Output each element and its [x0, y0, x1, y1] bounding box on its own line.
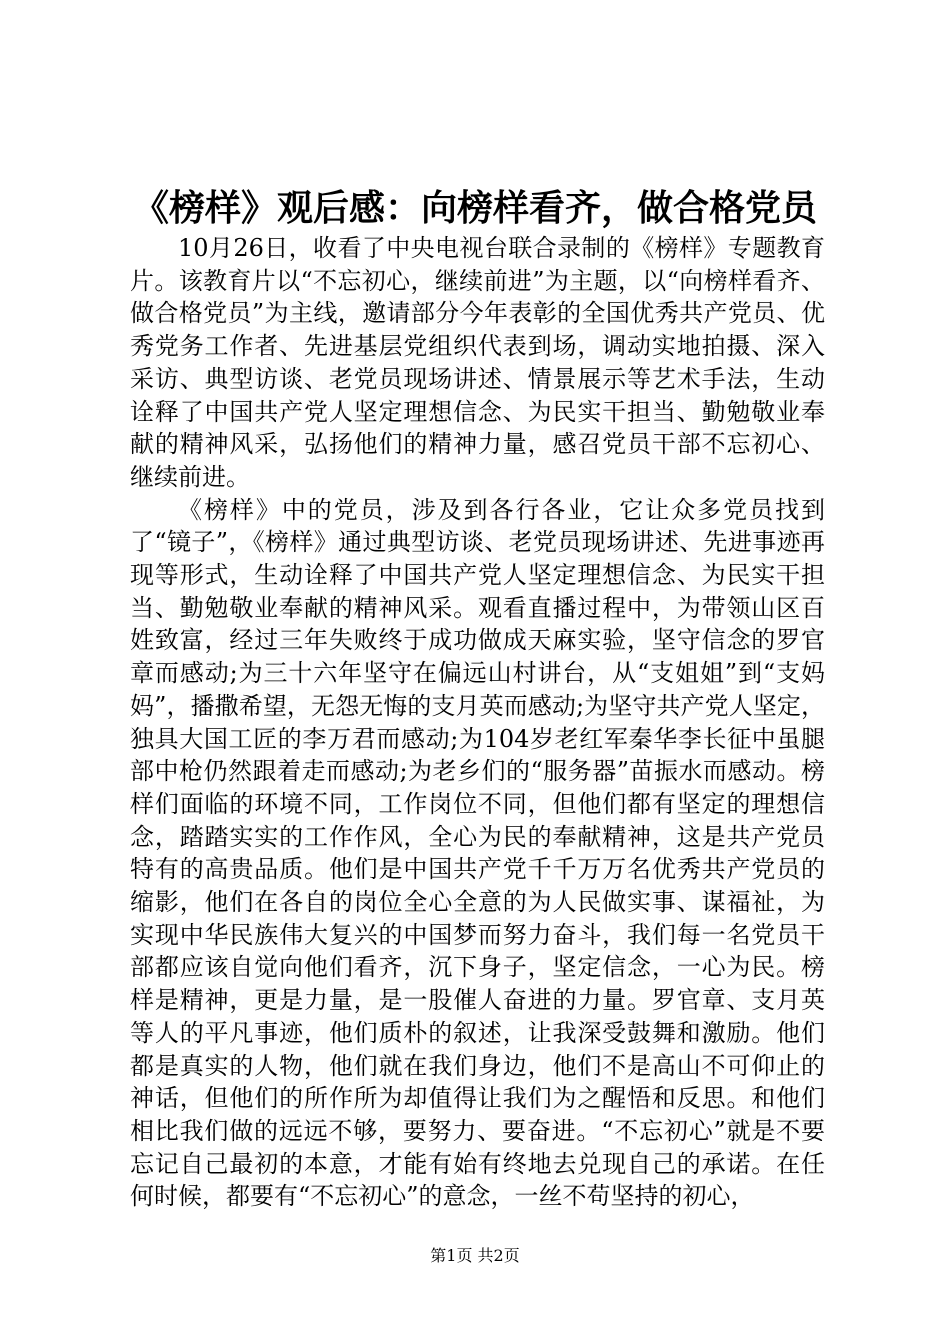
- document-title: 《榜样》观后感：向榜样看齐，做合格党员: [132, 187, 817, 229]
- paragraph-1: 10月26日，收看了中央电视台联合录制的《榜样》专题教育片。该教育片以“不忘初心，继续前进”为主题，以“向榜样看齐、做合格党员”为主线，邀请部分今年表彰的全国优秀共产党员、优秀党务工作者、先进基层党组织代表到场，调动实地拍摄、深入采访、典型访谈、老党员现场讲述、情景展示等艺术手法，生动诠释了中国共产党人坚定理想信念、为民实干担当、勤勉敬业奉献的精神风采，弘扬他们的精神力量，感召党员干部不忘初心、继续前进。: [130, 234, 825, 491]
- page-number-footer: 第1页 共2页: [430, 1246, 520, 1265]
- paragraph-2: 《榜样》中的党员，涉及到各行各业，它让众多党员找到了“镜子”，《榜样》通过典型访谈、老党员现场讲述、先进事迹再现等形式，生动诠释了中国共产党人坚定理想信念、为民实干担当、勤勉敬业奉献的精神风采。观看直播过程中，为带领山区百姓致富，经过三年失败终于成功做成天麻实验，坚守信念的罗官章而感动;为三十六年坚守在偏远山村讲台，从“支姐姐”到“支妈妈”，播撒希望，无怨无悔的支月英而感动;为坚守共产党人坚定，独具大国工匠的李万君而感动;为104岁老红军秦华李长征中虽腿部中枪仍然跟着走而感动;为老乡们的“服务器”苗振水而感动。榜样们面临的环境不同，工作岗位不同，但他们都有坚定的理想信念，踏踏实实的工作作风，全心为民的奉献精神，这是共产党员特有的高贵品质。他们是中国共产党千千万万名优秀共产党员的缩影，他们在各自的岗位全心全意的为人民做实事、谋福祉，为实现中华民族伟大复兴的中国梦而努力奋斗，我们每一名党员干部都应该自觉向他们看齐，沉下身子，坚定信念，一心为民。榜样是精神，更是力量，是一股催人奋进的力量。罗官章、支月英等人的平凡事迹，他们质朴的叙述，让我深受鼓舞和激励。他们都是真实的人物，他们就在我们身边，他们不是高山不可仰止的神话，但他们的所作所为却值得让我们为之醒悟和反思。和他们相比我们做的远远不够，要努力、要奋进。“不忘初心”就是不要忘记自己最初的本意，才能有始有终地去兑现自己的承诺。在任何时候，都要有“不忘初心”的意念，一丝不苟坚持的初心，: [130, 495, 825, 1211]
- document-body: [130, 232, 825, 1213]
